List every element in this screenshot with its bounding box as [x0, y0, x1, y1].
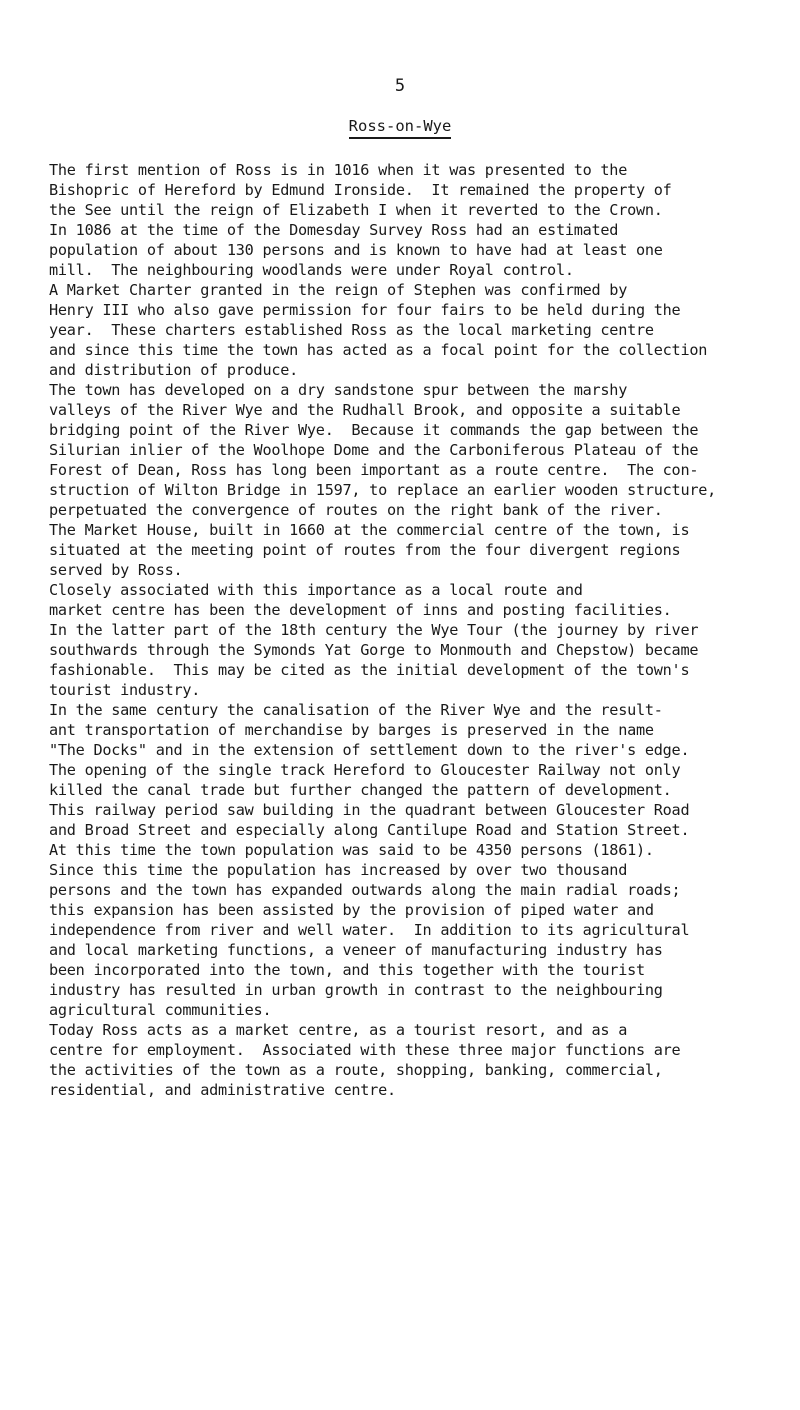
- text-line: residential, and administrative centre.: [49, 1081, 396, 1099]
- text-line: Since this time the population has increased by over two thousand: [49, 861, 628, 879]
- text-line: ant transportation of merchandise by barges is preserved in the name: [49, 721, 654, 739]
- text-line: bridging point of the River Wye. Because it commands the gap between the: [49, 421, 699, 439]
- text-line: A Market Charter granted in the reign of Stephen was confirmed by: [49, 281, 628, 299]
- text-line: struction of Wilton Bridge in 1597, to replace an earlier wooden structure,: [49, 481, 717, 499]
- text-line: In 1086 at the time of the Domesday Survey Ross had an estimated: [49, 221, 619, 239]
- text-line: and Broad Street and especially along Cantilupe Road and Station Street.: [49, 821, 690, 839]
- text-line: served by Ross.: [49, 561, 183, 579]
- text-line: killed the canal trade but further changed the pattern of development.: [49, 781, 672, 799]
- text-line: and since this time the town has acted as a focal point for the collection: [49, 341, 708, 359]
- text-line: Silurian inlier of the Woolhope Dome and the Carboniferous Plateau of the: [49, 441, 699, 459]
- text-line: Henry III who also gave permission for four fairs to be held during the: [49, 301, 681, 319]
- text-line: perpetuated the convergence of routes on the right bank of the river.: [49, 501, 663, 519]
- text-line: agricultural communities.: [49, 1001, 272, 1019]
- text-line: The opening of the single track Hereford to Gloucester Railway not only: [49, 761, 681, 779]
- text-line: "The Docks" and in the extension of settlement down to the river's edge.: [49, 741, 690, 759]
- text-line: Forest of Dean, Ross has long been important as a route centre. The con-: [49, 461, 699, 479]
- text-line: population of about 130 persons and is known to have had at least one: [49, 241, 663, 259]
- text-line: southwards through the Symonds Yat Gorge to Monmouth and Chepstow) became: [49, 641, 699, 659]
- text-line: independence from river and well water. In addition to its agricultural: [49, 921, 690, 939]
- title-text: Ross-on-Wye: [349, 117, 452, 139]
- text-line: this expansion has been assisted by the provision of piped water and: [49, 901, 654, 919]
- text-line: and distribution of produce.: [49, 361, 299, 379]
- text-line: fashionable. This may be cited as the initial development of the town's: [49, 661, 690, 679]
- text-line: and local marketing functions, a veneer of manufacturing industry has: [49, 941, 663, 959]
- page-title: [0, 117, 800, 135]
- text-line: the See until the reign of Elizabeth I when it reverted to the Crown.: [49, 201, 663, 219]
- text-line: The Market House, built in 1660 at the commercial centre of the town, is: [49, 521, 690, 539]
- page-number: 5: [394, 76, 406, 96]
- text-line: This railway period saw building in the quadrant between Gloucester Road: [49, 801, 690, 819]
- text-line: At this time the town population was said to be 4350 persons (1861).: [49, 841, 654, 859]
- document-body: [49, 160, 769, 1100]
- text-line: valleys of the River Wye and the Rudhall Brook, and opposite a suitable: [49, 401, 681, 419]
- text-line: the activities of the town as a route, shopping, banking, commercial,: [49, 1061, 663, 1079]
- text-line: persons and the town has expanded outwards along the main radial roads;: [49, 881, 681, 899]
- text-line: In the latter part of the 18th century the Wye Tour (the journey by river: [49, 621, 699, 639]
- text-line: In the same century the canalisation of the River Wye and the result-: [49, 701, 663, 719]
- text-line: Today Ross acts as a market centre, as a tourist resort, and as a: [49, 1021, 628, 1039]
- text-line: year. These charters established Ross as the local marketing centre: [49, 321, 654, 339]
- text-line: situated at the meeting point of routes from the four divergent regions: [49, 541, 681, 559]
- text-line: centre for employment. Associated with these three major functions are: [49, 1041, 681, 1059]
- text-line: Closely associated with this importance as a local route and: [49, 581, 583, 599]
- text-line: industry has resulted in urban growth in contrast to the neighbouring: [49, 981, 663, 999]
- text-line: Bishopric of Hereford by Edmund Ironside. It remained the property of: [49, 181, 672, 199]
- text-line: mill. The neighbouring woodlands were under Royal control.: [49, 261, 574, 279]
- text-line: tourist industry.: [49, 681, 201, 699]
- text-line: market centre has been the development of inns and posting facilities.: [49, 601, 672, 619]
- text-line: The town has developed on a dry sandstone spur between the marshy: [49, 381, 628, 399]
- text-line: The first mention of Ross is in 1016 when it was presented to the: [49, 161, 628, 179]
- text-line: been incorporated into the town, and this together with the tourist: [49, 961, 645, 979]
